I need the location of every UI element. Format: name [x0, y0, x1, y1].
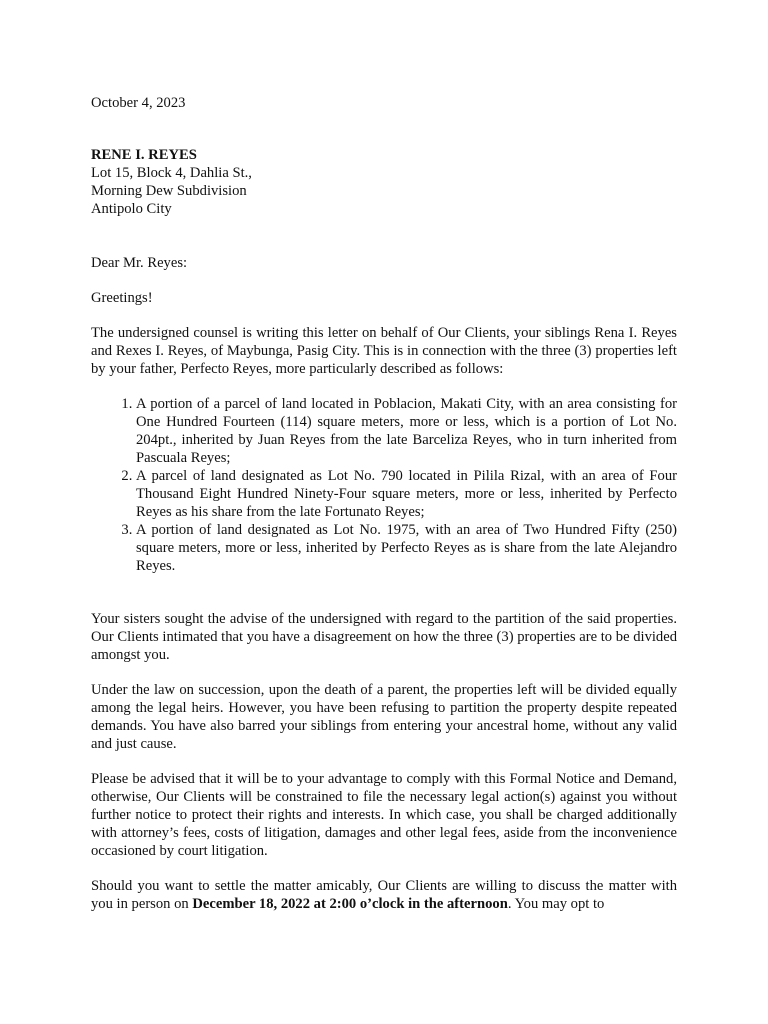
recipient-name: RENE I. REYES: [91, 147, 197, 163]
intro-paragraph: The undersigned counsel is writing this letter on behalf of Our Clients, your siblings Rena I. Reyes and Rexes I. Reyes, of Maybunga, Pasig City. This is in connection with the three (3) properties left by your father, Perfecto Reyes, more particularly described as follows:: [91, 325, 677, 377]
meeting-datetime: December 18, 2022 at 2:00 o’clock in the afternoon: [192, 896, 508, 912]
letter-body: [91, 94, 677, 913]
property-item: 1. A portion of a parcel of land located in Poblacion, Makati City, with an area consisting for One Hundred Fourteen (114) square meters, more or less, which is a portion of Lot No. 204pt., inherited by Juan Reyes from the late Barceliza Reyes, who in turn inherited from Pascuala Reyes;: [136, 395, 677, 467]
greeting: Greetings!: [91, 290, 153, 306]
property-item: 3. A portion of land designated as Lot No. 1975, with an area of Two Hundred Fifty (250) square meters, more or less, inherited by Perfecto Reyes as is share from the late Alejandro Reyes.: [136, 521, 677, 575]
recipient-address-line: Lot 15, Block 4, Dahlia St.,: [91, 165, 252, 181]
closing-text-end: . You may opt to: [507, 896, 605, 912]
body-paragraph: Under the law on succession, upon the death of a parent, the properties left will be divided equally among the legal heirs. However, you have been refusing to partition the property despite repeated demands. You have also barred your siblings from entering your ancestral home, without any valid and just cause.: [91, 682, 677, 752]
body-paragraph: Your sisters sought the advise of the undersigned with regard to the partition of the said properties. Our Clients intimated that you have a disagreement on how the three (3) properties are to be divided amongst you.: [91, 611, 677, 663]
body-paragraph: Please be advised that it will be to your advantage to comply with this Formal Notice and Demand, otherwise, Our Clients will be constrained to file the necessary legal action(s) against you without further notice to protect their rights and interests. In which case, you shall be charged additionally with attorney’s fees, costs of litigation, damages and other legal fees, aside from the inconvenience occasioned by court litigation.: [91, 771, 677, 859]
property-item: 2. A parcel of land designated as Lot No. 790 located in Pilila Rizal, with an area of Four Thousand Eight Hundred Ninety-Four square meters, more or less, inherited by Perfecto Reyes as his share from the late Fortunato Reyes;: [136, 467, 677, 521]
recipient-address-line: Morning Dew Subdivision: [91, 183, 247, 199]
salutation: Dear Mr. Reyes:: [91, 255, 188, 271]
letter-date: October 4, 2023: [91, 95, 186, 111]
closing-text: Should you want to settle the matter amicably, Our Clients are willing to discuss the matter with you in person on: [91, 878, 677, 912]
property-list: [91, 395, 677, 575]
closing-paragraph: [91, 877, 677, 913]
recipient-block: [91, 146, 677, 218]
recipient-address-line: Antipolo City: [91, 201, 172, 217]
